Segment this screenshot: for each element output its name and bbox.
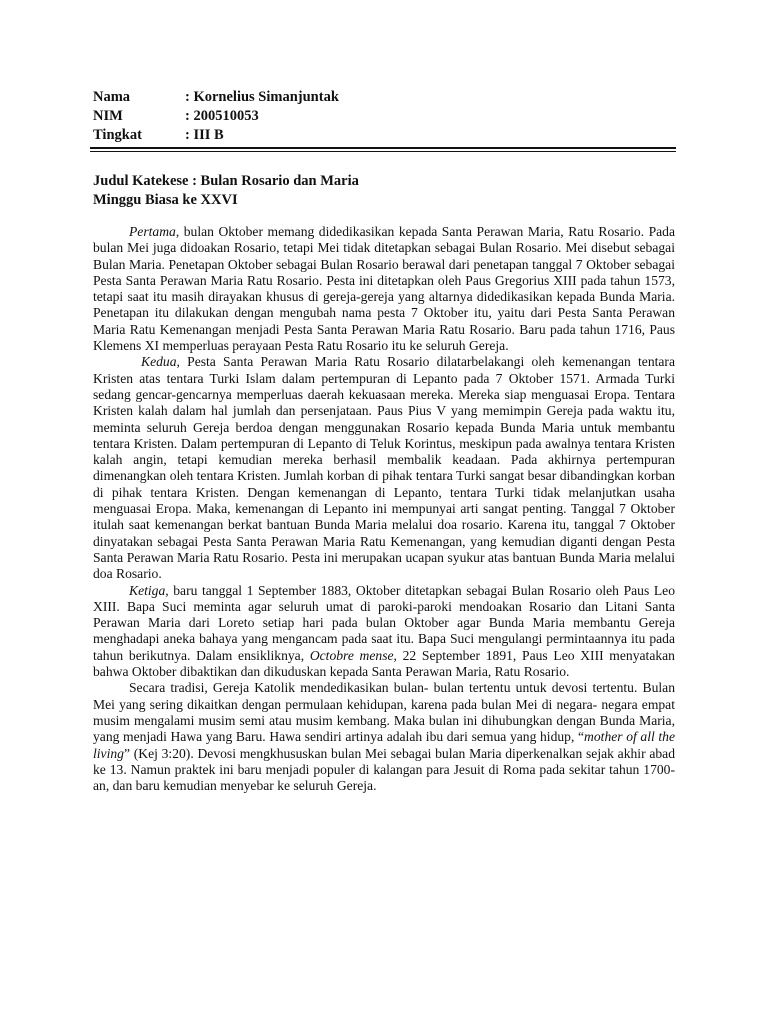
paragraph-first-text: , bulan Oktober memang didedikasikan kepada Santa Perawan Maria, Ratu Rosario. Pada bulan Mei juga didoakan Rosario, tetapi Mei tidak ditetapkan sebagai Bulan Rosario. Mei disebut sebagai Bulan Maria. Penetapan Oktober sebagai Bulan Rosario berawal dari penetapan tanggal 7 Oktober sebagai Pesta Santa Perawan Maria Ratu Rosario. Pesta ini ditetapkan oleh Paus Gregorius XIII pada tahun 1573, tetapi saat itu masih dirayakan khusus di gereja-gereja yang altarnya didedikasikan kepada Bunda Maria. Penetapan itu dilakukan dengan mengubah nama pesta 7 Oktober itu, yaitu dari Pesta Santa Perawan Maria Ratu Kemenangan menjadi Pesta Santa Perawan Maria Ratu Rosario. Baru pada tahun 1716, Paus Klemens XI memperluas perayaan Pesta Ratu Rosario itu ke seluruh Gereja. <box>93 224 675 354</box>
paragraph-third-text-b: , 22 September 1891, Paus Leo XIII menyatakan bahwa Oktober dibaktikan dan dikuduskan kepada Santa Perawan Maria, Ratu Rosario. <box>93 647 675 680</box>
name-row <box>93 88 339 107</box>
level-label: Tingkat <box>93 127 142 143</box>
encyclical-title: Octobre mense <box>309 647 394 663</box>
document-body <box>93 224 675 794</box>
catechesis-title: Judul Katekese : Bulan Rosario dan Maria <box>93 173 359 189</box>
paragraph-second <box>93 354 675 582</box>
paragraph-fourth-text-a: Secara tradisi, Gereja Katolik mendedikasikan bulan- bulan tertentu untuk devosi tertentu. Bulan Mei yang sering dikaitkan dengan permulaan kehidupan, karena pada bulan Mei di negara- negara empat musim mengalami musim semi atau musim kembang. Maka bulan ini dihubungkan dengan Bunda Maria, yang menjadi Hawa yang Baru. Hawa sendiri artinya adalah ibu dari semua yang hidup, “ <box>93 680 675 745</box>
paragraph-first <box>93 224 675 354</box>
paragraph-third <box>93 583 675 681</box>
quote-mother-of-all: mother of all the living <box>93 729 675 761</box>
level-row <box>93 126 339 145</box>
paragraph-fourth-text-b: ” (Kej 3:20). Devosi mengkhususkan bulan Mei sebagai bulan Maria diperkenalkan sejak akhir abad ke 13. Namun praktek ini baru menjadi populer di kalangan para Jesuit di Roma pada sekitar tahun 1700-an, dan baru kemudian menyebar ke seluruh Gereja. <box>93 745 675 794</box>
header-divider-thin <box>90 151 676 152</box>
header-divider-thick <box>90 147 676 149</box>
paragraph-second-text: , Pesta Santa Perawan Maria Ratu Rosario dilatarbelakangi oleh kemenangan tentara Kristen atas tentara Turki Islam dalam pertempuran di Lepanto pada 7 Oktober 1571. Armada Turki sedang gencar-gencarnya memperluas daerah kekuasaan mereka. Mereka siap menguasai Eropa. Tentara Kristen kalah dalam hal jumlah dan persenjataan. Paus Pius V yang memimpin Gereja pada waktu itu, meminta seluruh Gereja berdoa dengan menggunakan Rosario kepada Bunda Maria untuk membantu tentara Kristen. Dalam pertempuran di Lepanto di Teluk Korintus, meskipun pada awalnya tentara Kristen kalah angin, tetapi kemudian mereka berhasil membalik keadaan. Pada akhirnya pertempuran dimenangkan oleh tentara Kristen. Jumlah korban di pihak tentara Turki sangat besar dibandingkan korban di pihak tentara Kristen. Dengan kemenangan di Lepanto, tentara Turki tidak melanjutkan usaha menguasai Eropa. Maka, kemenangan di Lepanto ini mempunyai arti sangat penting. Tanggal 7 Oktober itulah saat kemenangan berkat bantuan Bunda Maria melalui doa rosario. Karena itu, tanggal 7 Oktober dinyatakan sebagai Pesta Santa Perawan Maria Ratu Kemenangan, yang kemudian diganti dengan Pesta Santa Perawan Maria Ratu Rosario. Pesta ini merupakan ucapan syukur atas bantuan Bunda Maria melalui doa Rosario. <box>93 354 675 582</box>
name-label: Nama <box>93 89 131 105</box>
paragraph-third-lead: Ketiga <box>129 582 166 598</box>
paragraph-first-lead: Pertama <box>129 224 176 239</box>
paragraph-third-text-a: , baru tanggal 1 September 1883, Oktober ditetapkan sebagai Bulan Rosario oleh Paus Leo XIII. Bapa Suci meminta agar seluruh umat di paroki-paroki mendoakan Rosario dan Litani Santa Perawan Maria dari Loreto setiap hari pada bulan Oktober agar Bunda Maria membantu Gereja menghadapi aneka bahaya yang mengancam pada saat itu. Bapa Suci mengulangi permintaannya itu pada tahun berikutnya. Dalam ensikliknya, <box>93 582 675 663</box>
nim-value: : 200510053 <box>185 108 259 124</box>
name-value: : Kornelius Simanjuntak <box>185 89 339 105</box>
student-info <box>93 88 339 145</box>
level-value: : III B <box>185 127 224 143</box>
nim-row <box>93 107 339 126</box>
paragraph-fourth <box>93 680 675 794</box>
catechesis-heading <box>93 172 359 210</box>
paragraph-second-lead: Kedua <box>141 354 177 370</box>
nim-label: NIM <box>93 108 123 124</box>
sunday-title: Minggu Biasa ke XXVI <box>93 192 238 208</box>
